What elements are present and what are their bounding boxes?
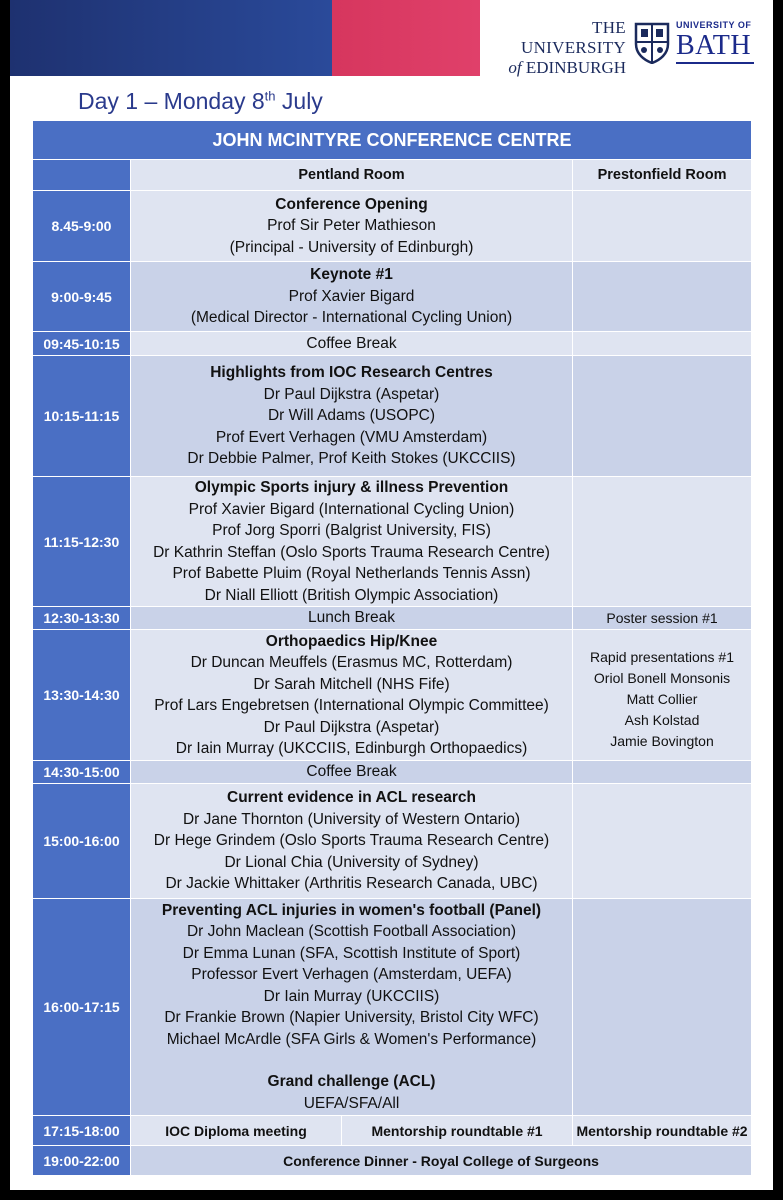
speaker-line: Dr Jackie Whittaker (Arthritis Research Canada, UBC)	[165, 875, 538, 893]
prestonfield-cell	[573, 356, 752, 477]
speaker-line: Prof Evert Verhagen (VMU Amsterdam)	[215, 428, 488, 446]
session-cell	[131, 356, 573, 477]
session-time: 10:15-11:15	[33, 356, 131, 477]
column-header-row	[33, 160, 752, 191]
table-row	[33, 356, 752, 477]
prestonfield-cell	[573, 784, 752, 899]
session-title: Highlights from IOC Research Centres	[210, 364, 493, 382]
speaker-line: Michael McArdle (SFA Girls & Women's Performance)	[166, 1030, 537, 1048]
session-cell	[131, 630, 573, 761]
university-of-bath-logo: UNIVERSITY OF BATH	[676, 20, 768, 64]
side-line: Rapid presentations #1	[590, 649, 735, 665]
speaker-line: Dr Jane Thornton (University of Western Ontario)	[182, 810, 521, 828]
speaker-line: Dr Iain Murray (UKCCIIS, Edinburgh Orthopaedics)	[175, 740, 528, 757]
side-line: Oriol Bonell Monsonis	[593, 670, 731, 686]
speaker-line: Dr Lional Chia (University of Sydney)	[224, 853, 479, 871]
break-cell: Coffee Break	[131, 761, 573, 784]
table-row	[33, 630, 752, 761]
session-time: 14:30-15:00	[33, 761, 131, 784]
speaker-line: Dr Debbie Palmer, Prof Keith Stokes (UKCCIIS)	[187, 450, 516, 468]
mentorship-1-cell: Mentorship roundtable #1	[342, 1116, 573, 1146]
speaker-line: Dr Paul Dijkstra (Aspetar)	[263, 385, 440, 403]
speaker-line: Dr Emma Lunan (SFA, Scottish Institute of Sport)	[182, 944, 521, 962]
session-cell	[131, 477, 573, 607]
speaker-line: Dr Hege Grindem (Oslo Sports Trauma Research Centre)	[153, 832, 550, 850]
poster-session-cell: Poster session #1	[573, 607, 752, 630]
prestonfield-cell	[573, 262, 752, 332]
side-line: Matt Collier	[626, 691, 698, 707]
break-cell: Lunch Break	[131, 607, 573, 630]
table-row	[33, 899, 752, 1116]
header-band-pink	[332, 0, 480, 76]
table-row	[33, 784, 752, 899]
conference-dinner-cell: Conference Dinner - Royal College of Surgeons	[131, 1146, 752, 1176]
mentorship-2-cell: Mentorship roundtable #2	[573, 1116, 752, 1146]
session-title: Conference Opening	[275, 195, 428, 213]
prestonfield-cell	[573, 477, 752, 607]
session-title: Orthopaedics Hip/Knee	[265, 632, 438, 650]
table-row	[33, 761, 752, 784]
session-time: 09:45-10:15	[33, 332, 131, 356]
speaker-line: Prof Sir Peter Mathieson	[267, 217, 436, 235]
session-title: Current evidence in ACL research	[227, 789, 476, 807]
speaker-line: Prof Lars Engebretsen (International Olympic Committee)	[154, 697, 549, 714]
speaker-line: UEFA/SFA/All	[303, 1094, 400, 1112]
speaker-line: Dr Paul Dijkstra (Aspetar)	[263, 718, 440, 736]
speaker-line: Professor Evert Verhagen (Amsterdam, UEFA)	[191, 966, 512, 984]
pentland-room-header: Pentland Room	[131, 160, 573, 191]
prestonfield-room-header: Prestonfield Room	[573, 160, 752, 191]
speaker-line: Prof Xavier Bigard (International Cycling Union)	[188, 500, 515, 518]
speaker-line: Prof Xavier Bigard	[288, 287, 415, 305]
session-cell	[131, 899, 573, 1116]
prestonfield-cell	[573, 761, 752, 784]
day-heading: Day 1 – Monday 8th July	[78, 88, 323, 114]
session-time: 9:00-9:45	[33, 262, 131, 332]
table-row	[33, 1116, 752, 1146]
session-title: Keynote #1	[310, 266, 393, 284]
prestonfield-cell	[573, 332, 752, 356]
table-row	[33, 607, 752, 630]
break-cell: Coffee Break	[131, 332, 573, 356]
session-cell	[131, 262, 573, 332]
ioc-diploma-cell: IOC Diploma meeting	[131, 1116, 342, 1146]
speaker-line: Dr Niall Elliott (British Olympic Association)	[204, 586, 499, 604]
speaker-line: Dr Sarah Mitchell (NHS Fife)	[253, 675, 450, 693]
side-line: Jamie Bovington	[610, 733, 714, 749]
prestonfield-cell	[573, 899, 752, 1116]
session-title: Olympic Sports injury & illness Prevention	[194, 479, 509, 496]
session-time: 17:15-18:00	[33, 1116, 131, 1146]
session-time: 12:30-13:30	[33, 607, 131, 630]
speaker-line: Dr Iain Murray (UKCCIIS)	[263, 987, 440, 1005]
programme-page	[10, 0, 773, 1190]
rapid-presentations-cell	[573, 630, 752, 761]
prestonfield-cell	[573, 191, 752, 262]
session-time: 8.45-9:00	[33, 191, 131, 262]
edinburgh-crest-icon	[632, 20, 672, 64]
table-row	[33, 332, 752, 356]
speaker-line: Dr Will Adams (USOPC)	[267, 407, 436, 425]
university-of-edinburgh-logo: THE UNIVERSITY of EDINBURGH	[508, 18, 626, 77]
speaker-line: Dr John Maclean (Scottish Football Association)	[186, 923, 517, 941]
session-title: Preventing ACL injuries in women's football (Panel)	[161, 901, 542, 919]
speaker-line: Dr Frankie Brown (Napier University, Bristol City WFC)	[164, 1009, 539, 1027]
session-time: 13:30-14:30	[33, 630, 131, 761]
header-band-blue	[10, 0, 332, 76]
table-row	[33, 1146, 752, 1176]
speaker-line: Dr Kathrin Steffan (Oslo Sports Trauma Research Centre)	[153, 543, 550, 561]
speaker-line: (Principal - University of Edinburgh)	[229, 238, 474, 256]
table-row	[33, 477, 752, 607]
table-row	[33, 191, 752, 262]
speaker-line: Prof Babette Pluim (Royal Netherlands Tennis Assn)	[172, 565, 531, 582]
time-column-header	[33, 160, 131, 191]
schedule-table	[32, 120, 752, 1176]
venue-header-row	[33, 121, 752, 160]
session-cell	[131, 784, 573, 899]
speaker-line: Prof Jorg Sporri (Balgrist University, FIS)	[212, 522, 491, 539]
session-cell	[131, 191, 573, 262]
session-time: 19:00-22:00	[33, 1146, 131, 1176]
speaker-line: (Medical Director - International Cycling Union)	[190, 309, 513, 327]
table-row	[33, 262, 752, 332]
session-subtitle: Grand challenge (ACL)	[267, 1073, 436, 1091]
session-time: 11:15-12:30	[33, 477, 131, 607]
speaker-line: Dr Duncan Meuffels (Erasmus MC, Rotterdam)	[190, 654, 513, 671]
session-time: 16:00-17:15	[33, 899, 131, 1116]
side-line: Ash Kolstad	[624, 712, 700, 728]
venue-title: JOHN MCINTYRE CONFERENCE CENTRE	[33, 121, 752, 160]
session-time: 15:00-16:00	[33, 784, 131, 899]
